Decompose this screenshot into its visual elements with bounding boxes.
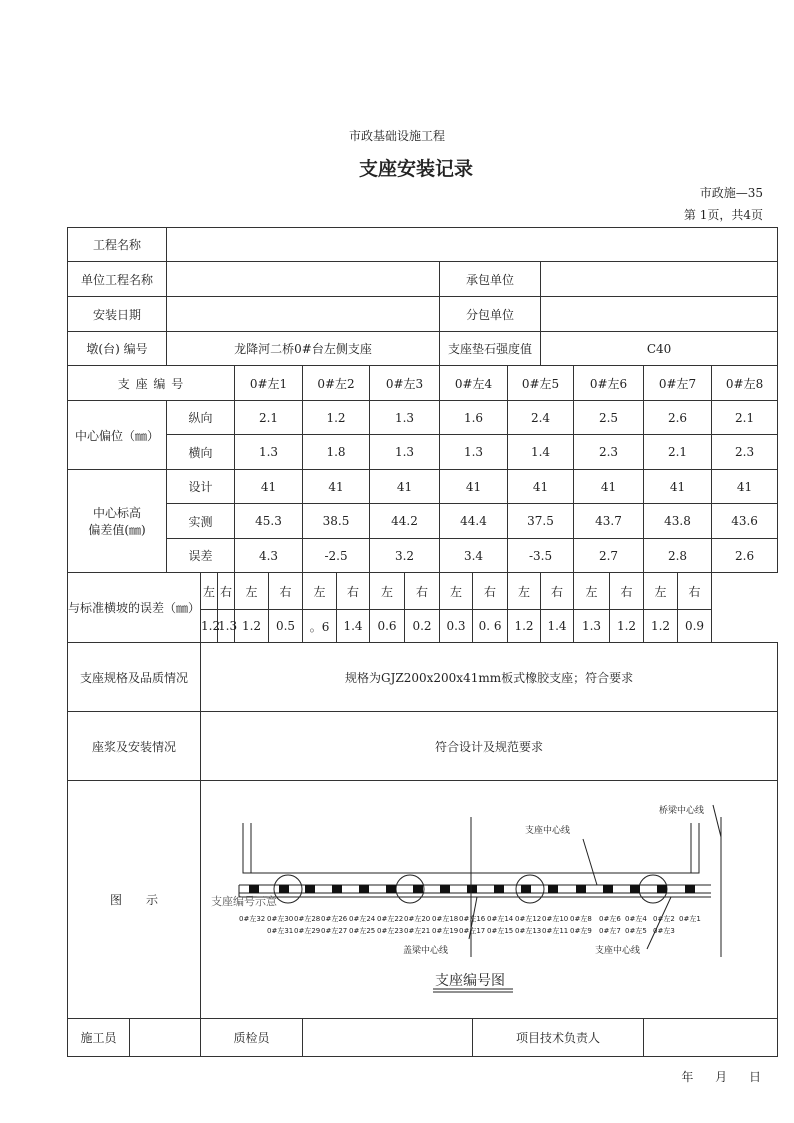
label-subcontractor: 分包单位 xyxy=(440,297,541,332)
design-value[interactable]: 41 xyxy=(370,470,440,504)
value-pad-strength[interactable]: C40 xyxy=(541,332,778,366)
label-elevation-deviation xyxy=(68,470,167,573)
transverse-value[interactable]: 1.4 xyxy=(508,435,574,470)
value-unit-project[interactable] xyxy=(167,262,440,297)
label-measured: 实测 xyxy=(167,504,235,539)
bearing-label: 0#左31 xyxy=(267,927,294,935)
design-value[interactable]: 41 xyxy=(574,470,644,504)
slope-error-value[interactable]: 1.2 xyxy=(644,610,678,643)
longitudinal-value[interactable]: 1.6 xyxy=(440,401,508,435)
measured-value[interactable]: 43.8 xyxy=(644,504,712,539)
page-info: 第 1页，共4页 xyxy=(683,208,763,222)
row1-labels xyxy=(239,914,701,923)
longitudinal-value[interactable]: 1.3 xyxy=(370,401,440,435)
label-pier-no: 墩(台) 编号 xyxy=(68,332,167,366)
label-transverse: 横向 xyxy=(167,435,235,470)
left-header: 左 xyxy=(440,573,473,610)
right-header: 右 xyxy=(269,573,303,610)
bearing-label: 0#左8 xyxy=(570,915,592,923)
transverse-value[interactable]: 2.3 xyxy=(574,435,644,470)
transverse-value[interactable]: 1.3 xyxy=(370,435,440,470)
bearing-label: 0#左20 xyxy=(404,915,431,923)
design-value[interactable]: 41 xyxy=(235,470,303,504)
elevation-label-line1: 中心标高 xyxy=(93,506,142,520)
bearing-no-cell: 0#左8 xyxy=(712,366,778,401)
label-install-date: 安装日期 xyxy=(68,297,167,332)
slope-error-value[interactable]: 0.9 xyxy=(678,610,712,643)
label-diagram: 图 示 xyxy=(68,781,201,1019)
bearing-label: 0#左16 xyxy=(459,915,486,923)
bearing-label: 0#左5 xyxy=(625,927,647,935)
value-contractor[interactable] xyxy=(541,262,778,297)
design-value[interactable]: 41 xyxy=(440,470,508,504)
label-unit-project: 单位工程名称 xyxy=(68,262,167,297)
transverse-value[interactable]: 1.3 xyxy=(235,435,303,470)
bridge-center-line-label: 桥梁中心线 xyxy=(659,806,705,816)
longitudinal-value[interactable]: 2.1 xyxy=(235,401,303,435)
left-header: 左 xyxy=(303,573,337,610)
bearing-blocks xyxy=(249,885,695,893)
bearing-center-line-bottom-label: 支座中心线 xyxy=(595,946,641,956)
value-spec-quality[interactable]: 规格为GJZ200x200x41mm板式橡胶支座；符合要求 xyxy=(201,643,778,712)
design-value[interactable]: 41 xyxy=(644,470,712,504)
bearing-label: 0#左15 xyxy=(487,927,514,935)
label-inspector: 质检员 xyxy=(201,1019,303,1057)
slope-error-value[interactable]: 1.4 xyxy=(541,610,574,643)
longitudinal-value[interactable]: 1.2 xyxy=(303,401,370,435)
label-bearing-no: 支 座 编 号 xyxy=(68,366,235,401)
design-value[interactable]: 41 xyxy=(303,470,370,504)
bearing-label: 0#左18 xyxy=(432,915,459,923)
slope-error-value[interactable]: 0.3 xyxy=(440,610,473,643)
measured-value[interactable]: 45.3 xyxy=(235,504,303,539)
longitudinal-value[interactable]: 2.5 xyxy=(574,401,644,435)
measured-value[interactable]: 44.4 xyxy=(440,504,508,539)
bearing-label: 0#左27 xyxy=(321,927,348,935)
label-design: 设计 xyxy=(167,470,235,504)
measured-value[interactable]: 44.2 xyxy=(370,504,440,539)
bearing-label: 0#左26 xyxy=(321,915,348,923)
bearing-label: 0#左17 xyxy=(459,927,486,935)
right-header: 右 xyxy=(473,573,508,610)
form-code: 市政施—35 xyxy=(699,186,763,200)
slope-error-value[interactable]: 1.3 xyxy=(574,610,610,643)
label-worker: 施工员 xyxy=(68,1019,130,1057)
bearing-label: 0#左30 xyxy=(267,915,294,923)
value-tech-lead[interactable] xyxy=(644,1019,778,1057)
slope-error-value[interactable]: 1.2 xyxy=(610,610,644,643)
slope-error-value[interactable]: 0. 6 xyxy=(473,610,508,643)
left-header: 左 xyxy=(370,573,405,610)
bearing-no-cell: 0#左3 xyxy=(370,366,440,401)
measured-value[interactable]: 43.6 xyxy=(712,504,778,539)
measured-value[interactable]: 38.5 xyxy=(303,504,370,539)
bearing-no-cell: 0#左2 xyxy=(303,366,370,401)
diagram-caption: 支座编号图 xyxy=(435,973,506,989)
slope-error-value[interactable]: 1.4 xyxy=(337,610,370,643)
design-value[interactable]: 41 xyxy=(508,470,574,504)
label-project-name: 工程名称 xyxy=(68,228,167,262)
slope-error-value[interactable]: 1.2 xyxy=(235,610,269,643)
bearing-no-cell: 0#左5 xyxy=(508,366,574,401)
error-value[interactable]: -2.5 xyxy=(303,539,370,573)
bearing-label: 0#左23 xyxy=(377,927,404,935)
left-header: 左 xyxy=(644,573,678,610)
bearing-label: 0#左4 xyxy=(625,915,647,923)
bearing-layout-diagram xyxy=(201,781,745,1017)
measured-value[interactable]: 37.5 xyxy=(508,504,574,539)
error-value[interactable]: 2.7 xyxy=(574,539,644,573)
label-pad-strength: 支座垫石强度值 xyxy=(440,332,541,366)
right-header: 右 xyxy=(610,573,644,610)
error-value[interactable]: 2.8 xyxy=(644,539,712,573)
bearing-label: 0#左12 xyxy=(515,915,542,923)
value-inspector[interactable] xyxy=(303,1019,473,1057)
bearing-label: 0#左22 xyxy=(377,915,404,923)
slope-error-value[interactable]: 1.2 xyxy=(508,610,541,643)
left-header: 左 xyxy=(574,573,610,610)
error-value[interactable]: 3.2 xyxy=(370,539,440,573)
value-pier-no[interactable]: 龙降河二桥0#台左侧支座 xyxy=(167,332,440,366)
longitudinal-value[interactable]: 2.1 xyxy=(712,401,778,435)
bearing-label: 0#左32 xyxy=(239,915,266,923)
left-header: 左 xyxy=(201,573,218,610)
bearing-label: 0#左13 xyxy=(515,927,542,935)
row2-labels xyxy=(267,926,675,935)
slope-error-value[interactable]: 0.5 xyxy=(269,610,303,643)
right-header: 右 xyxy=(541,573,574,610)
value-install-date[interactable] xyxy=(167,297,440,332)
bearing-label: 0#左6 xyxy=(599,915,621,923)
bearing-no-cell: 0#左1 xyxy=(235,366,303,401)
project-type: 市政基础设施工程 xyxy=(348,129,445,143)
longitudinal-value[interactable]: 2.6 xyxy=(644,401,712,435)
record-table xyxy=(67,227,778,1057)
diagram-cell xyxy=(201,781,778,1019)
error-value[interactable]: 3.4 xyxy=(440,539,508,573)
label-slope-error: 与标准横坡的误差（㎜） xyxy=(68,573,201,643)
measured-value[interactable]: 43.7 xyxy=(574,504,644,539)
bearing-label: 0#左11 xyxy=(542,927,569,935)
label-longitudinal: 纵向 xyxy=(167,401,235,435)
transverse-value[interactable]: 1.8 xyxy=(303,435,370,470)
bearing-center-line-top-label: 支座中心线 xyxy=(525,826,571,836)
transverse-value[interactable]: 2.1 xyxy=(644,435,712,470)
bearing-label: 0#左25 xyxy=(349,927,376,935)
label-error: 误差 xyxy=(167,539,235,573)
bearing-no-cell: 0#左6 xyxy=(574,366,644,401)
design-value[interactable]: 41 xyxy=(712,470,778,504)
bearing-label: 0#左24 xyxy=(349,915,376,923)
bearing-label: 0#左1 xyxy=(679,915,701,923)
value-grout-install[interactable]: 符合设计及规范要求 xyxy=(201,712,778,781)
value-subcontractor[interactable] xyxy=(541,297,778,332)
label-center-offset: 中心偏位（㎜） xyxy=(68,401,167,470)
right-header: 右 xyxy=(678,573,712,610)
bearing-label: 0#左10 xyxy=(542,915,569,923)
value-project-name[interactable] xyxy=(167,228,778,262)
right-header: 右 xyxy=(405,573,440,610)
error-value[interactable]: 4.3 xyxy=(235,539,303,573)
elevation-label-line2: 偏差值(㎜) xyxy=(88,523,146,537)
error-value[interactable]: -3.5 xyxy=(508,539,574,573)
right-header: 右 xyxy=(218,573,235,610)
transverse-value[interactable]: 1.3 xyxy=(440,435,508,470)
error-value[interactable]: 2.6 xyxy=(712,539,778,573)
page-title: 支座安装记录 xyxy=(358,158,473,180)
left-header: 左 xyxy=(508,573,541,610)
bearing-no-cell: 0#左4 xyxy=(440,366,508,401)
bearing-label: 0#左28 xyxy=(294,915,321,923)
label-contractor: 承包单位 xyxy=(440,262,541,297)
slope-error-value[interactable]: 0.2 xyxy=(405,610,440,643)
overlay-label: 支座编号示意 xyxy=(211,895,278,908)
slope-error-value[interactable]: 1.2 xyxy=(201,610,218,643)
bearing-label: 0#左21 xyxy=(404,927,431,935)
transverse-value[interactable]: 2.3 xyxy=(712,435,778,470)
bearing-label: 0#左29 xyxy=(294,927,321,935)
bearing-label: 0#左2 xyxy=(653,915,675,923)
footer-date: 年 月 日 xyxy=(681,1070,761,1084)
bearing-label: 0#左7 xyxy=(599,927,621,935)
slope-error-value[interactable]: 0.6 xyxy=(370,610,405,643)
slope-error-value[interactable]: 1.3 xyxy=(218,610,235,643)
cap-beam-center-line-label: 盖梁中心线 xyxy=(403,946,449,956)
slope-error-value[interactable]: 。6 xyxy=(303,610,337,643)
bearing-no-cell: 0#左7 xyxy=(644,366,712,401)
label-tech-lead: 项目技术负责人 xyxy=(473,1019,644,1057)
label-grout-install: 座浆及安装情况 xyxy=(68,712,201,781)
value-worker[interactable] xyxy=(130,1019,201,1057)
longitudinal-value[interactable]: 2.4 xyxy=(508,401,574,435)
right-header: 右 xyxy=(337,573,370,610)
bearing-label: 0#左19 xyxy=(432,927,459,935)
bearing-label: 0#左9 xyxy=(570,927,592,935)
left-header: 左 xyxy=(235,573,269,610)
bearing-label: 0#左14 xyxy=(487,915,514,923)
bearing-label: 0#左3 xyxy=(653,927,675,935)
label-spec-quality: 支座规格及品质情况 xyxy=(68,643,201,712)
